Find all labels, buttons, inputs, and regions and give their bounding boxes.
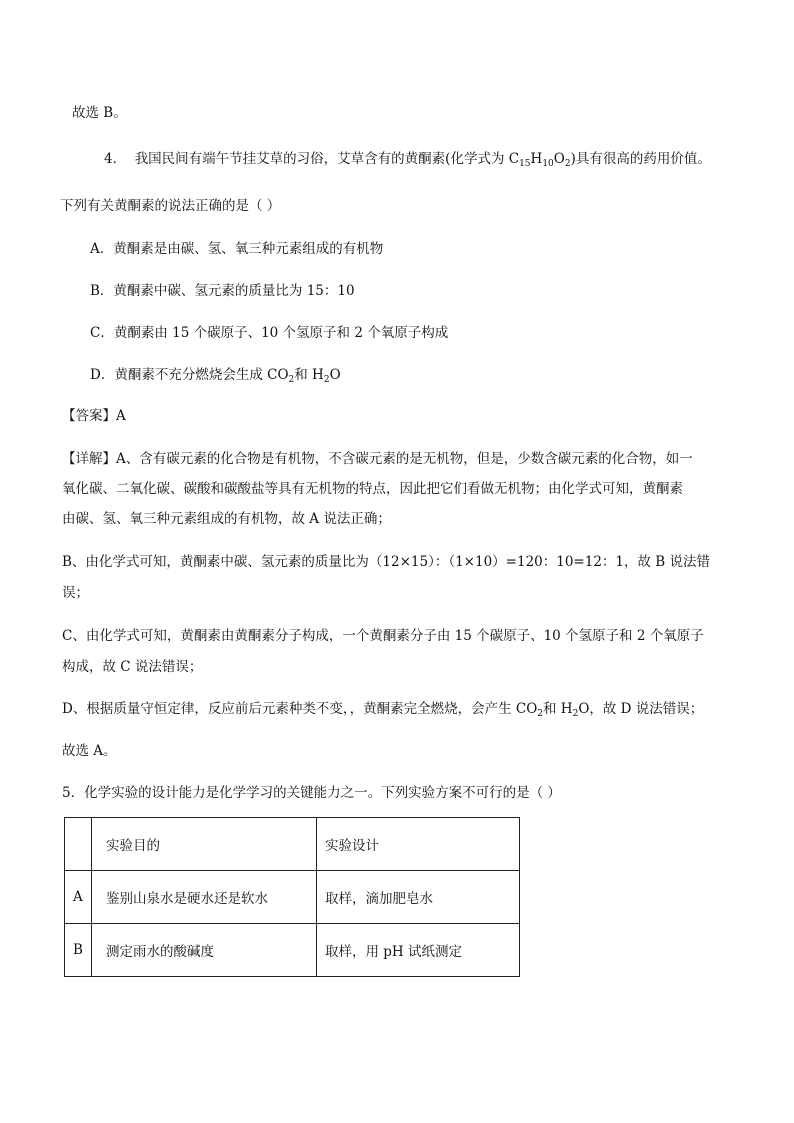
detail-d-line — [62, 700, 703, 718]
detail-a-line-2: 氧化碳、二氧化碳、碳酸和碳酸盐等具有无机物的特点，因此把它们看做无机物；由化学式可知，黄酮素 — [62, 481, 683, 497]
formula-sub-h: 10 — [542, 159, 554, 169]
option-d-sub-h2o: 2 — [323, 375, 330, 385]
table-header-row — [65, 818, 520, 871]
table-cell: 鉴别山泉水是硬水还是软水 — [92, 871, 317, 924]
table-cell: 取样，用 pH 试纸测定 — [317, 924, 520, 977]
question-4-number: 4． — [104, 151, 127, 167]
table-header-cell — [65, 818, 92, 871]
table-cell: A — [65, 871, 92, 924]
detail-d-end: O，故 D 说法错误； — [578, 701, 704, 717]
question-4-text-1: 我国民间有端午节挂艾草的习俗，艾草含有的黄酮素(化学式为 C — [134, 151, 520, 167]
formula-h: H — [530, 151, 543, 167]
formula-o: O — [553, 151, 565, 167]
q4-conclusion: 故选 A。 — [62, 743, 117, 759]
question-4-stem-line-2: 下列有关黄酮素的说法正确的是（ ） — [60, 198, 281, 214]
question-5-stem: 5．化学实验的设计能力是化学学习的关键能力之一。下列实验方案不可行的是（ ） — [62, 785, 561, 801]
experiment-table — [64, 817, 520, 977]
detail-c-line-2: 构成，故 C 说法错误； — [62, 659, 203, 675]
table-cell: 测定雨水的酸碱度 — [92, 924, 317, 977]
detail-d-text: D、根据质量守恒定律，反应前后元素种类不变，，黄酮素完全燃烧，会产生 CO — [62, 701, 538, 717]
table-row — [65, 871, 520, 924]
table-cell: B — [65, 924, 92, 977]
formula-sub-c: 15 — [519, 159, 531, 169]
question-4-stem — [104, 150, 711, 168]
option-c: C．黄酮素由 15 个碳原子、10 个氢原子和 2 个氧原子构成 — [90, 325, 449, 341]
detail-a-line-1: 【详解】A、含有碳元素的化合物是有机物，不含碳元素的是无机物，但是，少数含碳元素的化合物，如一 — [62, 451, 693, 467]
question-4-text-2: )具有很高的药用价值。 — [570, 151, 711, 167]
table-row — [65, 924, 520, 977]
option-d-mid: 和 H — [294, 367, 324, 383]
table-header-cell: 实验目的 — [92, 818, 317, 871]
option-d-sub-co2: 2 — [288, 375, 295, 385]
detail-d-sub-h2o: 2 — [572, 709, 579, 719]
table-header-cell: 实验设计 — [317, 818, 520, 871]
detail-c-line-1: C、由化学式可知，黄酮素由黄酮素分子构成，一个黄酮素分子由 15 个碳原子、10 个氢原子和 2 个氧原子 — [62, 628, 704, 644]
option-b: B．黄酮素中碳、氢元素的质量比为 15：10 — [90, 283, 355, 299]
option-d — [90, 366, 341, 384]
formula-sub-o: 2 — [564, 159, 571, 169]
answer-label: 【答案】A — [62, 408, 126, 424]
option-d-text: D．黄酮素不充分燃烧会生成 CO — [90, 367, 289, 383]
detail-d-mid: 和 H — [543, 701, 573, 717]
option-a: A．黄酮素是由碳、氢、氧三种元素组成的有机物 — [90, 241, 384, 257]
detail-b-line-2: 误； — [62, 585, 89, 601]
previous-answer-conclusion: 故选 B。 — [72, 105, 127, 121]
detail-d-sub-co2: 2 — [537, 709, 543, 719]
option-d-end: O — [329, 367, 341, 383]
table-cell: 取样，滴加肥皂水 — [317, 871, 520, 924]
detail-a-line-3: 由碳、氢、氧三种元素组成的有机物，故 A 说法正确； — [62, 511, 391, 527]
detail-b-line-1: B、由化学式可知，黄酮素中碳、氢元素的质量比为（12×15）：（1×10）=120：10=12：1，故 B 说法错 — [62, 554, 711, 570]
